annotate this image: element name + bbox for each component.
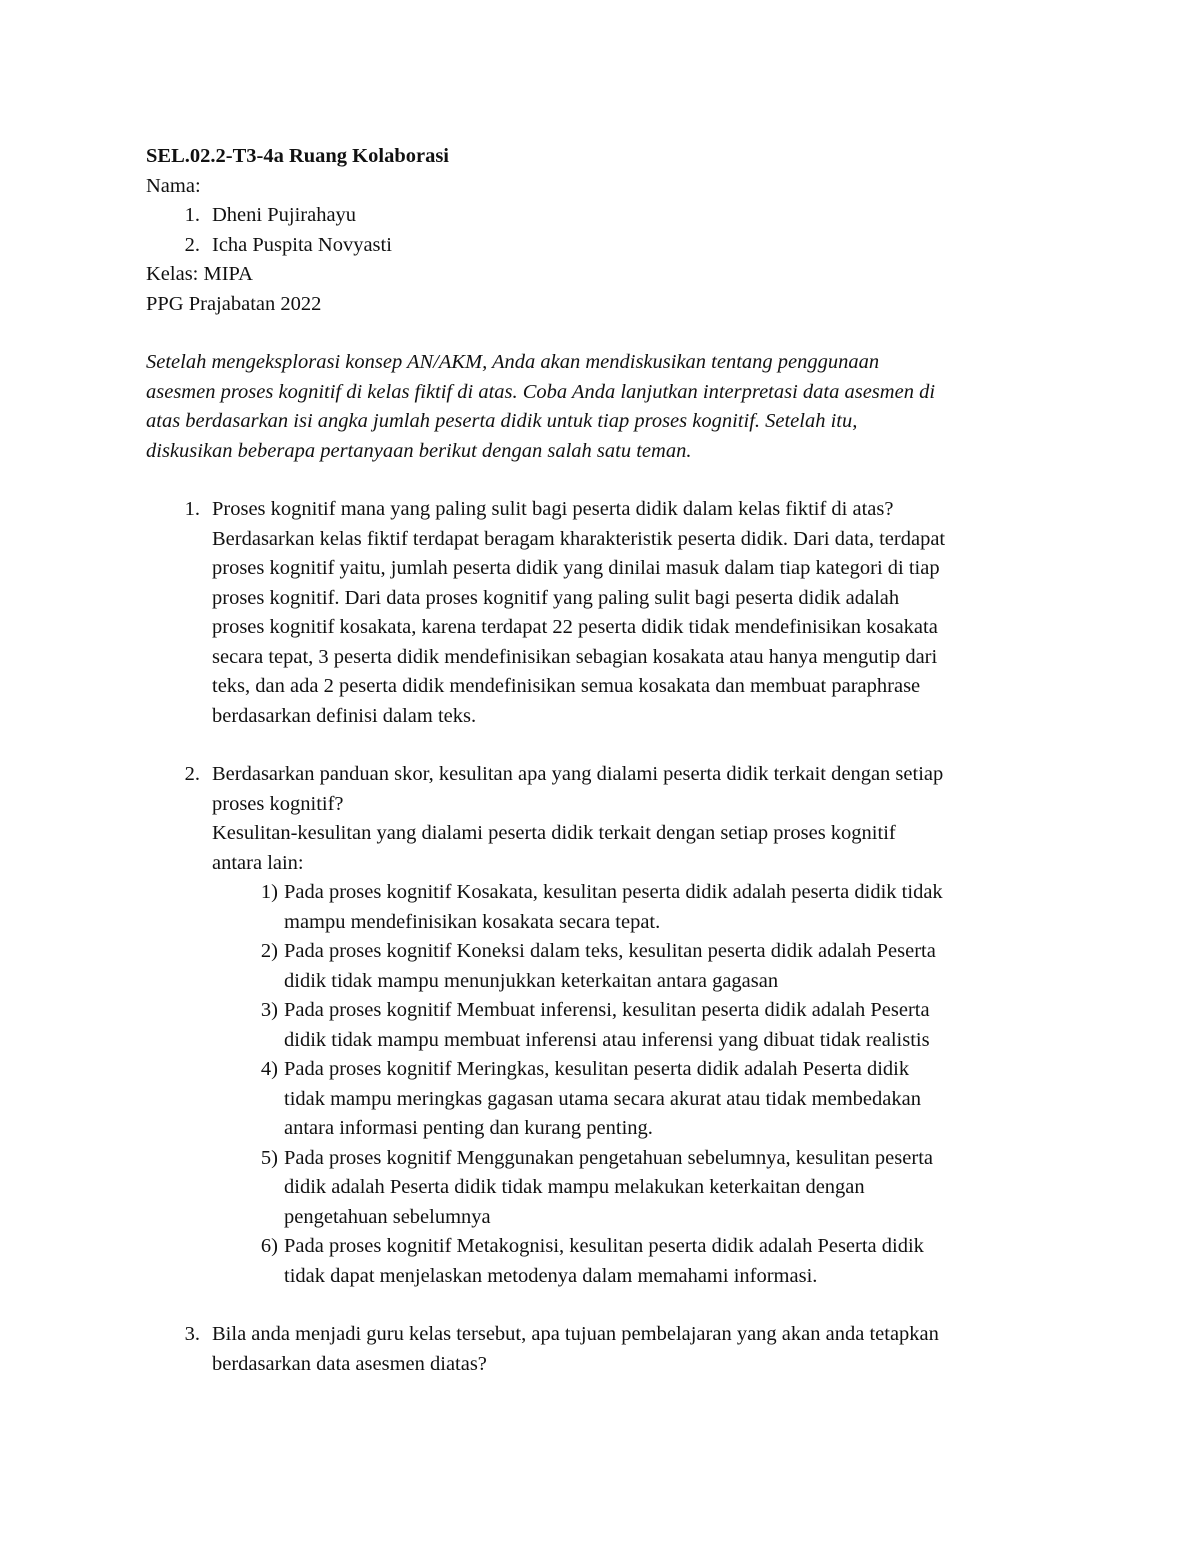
question-line: proses kognitif? bbox=[212, 792, 344, 815]
question-line: berdasarkan data asesmen diatas? bbox=[212, 1352, 487, 1375]
difficulty-line: pengetahuan sebelumnya bbox=[284, 1205, 491, 1228]
difficulty-number: 5) bbox=[260, 1146, 278, 1169]
difficulty-line: tidak mampu meringkas gagasan utama secara akurat atau tidak membedakan bbox=[284, 1087, 921, 1110]
question-item-3 bbox=[146, 1320, 1066, 1379]
difficulty-item bbox=[212, 937, 1066, 996]
difficulty-line: didik adalah Peserta didik tidak mampu melakukan keterkaitan dengan bbox=[284, 1176, 865, 1198]
question-number: 3. bbox=[184, 1323, 200, 1345]
intro-line: asesmen proses kognitif di kelas fiktif di atas. Coba Anda lanjutkan interpretasi data asesmen di bbox=[146, 380, 936, 403]
answer-line: secara tepat, 3 peserta didik mendefinisikan sebagian kosakata atau hanya mengutip dari bbox=[212, 645, 938, 668]
question-item-1 bbox=[146, 495, 1066, 731]
question-number: 2. bbox=[184, 763, 200, 785]
nama-label: Nama: bbox=[146, 174, 201, 197]
name-list bbox=[146, 201, 1066, 260]
intro-line: atas berdasarkan isi angka jumlah peserta didik untuk tiap proses kognitif. Setelah itu, bbox=[146, 410, 858, 432]
name-text: Dheni Pujirahayu bbox=[212, 204, 357, 226]
question-line: Berdasarkan panduan skor, kesulitan apa yang dialami peserta didik terkait dengan setiap bbox=[212, 763, 944, 785]
question-item-2 bbox=[146, 760, 1066, 1291]
difficulty-line: mampu mendefinisikan kosakata secara tepat. bbox=[284, 910, 661, 933]
document-title: SEL.02.2-T3-4a Ruang Kolaborasi bbox=[146, 145, 449, 167]
answer-line: Kesulitan-kesulitan yang dialami peserta didik terkait dengan setiap proses kognitif bbox=[212, 822, 896, 844]
kelas-line: Kelas: MIPA bbox=[146, 263, 253, 285]
answer-line: Berdasarkan kelas fiktif terdapat beragam kharakteristik peserta didik. Dari data, terdapat bbox=[212, 527, 946, 550]
difficulty-item bbox=[212, 996, 1066, 1055]
difficulty-line: Pada proses kognitif Menggunakan pengetahuan sebelumnya, kesulitan peserta bbox=[284, 1146, 933, 1169]
question-list bbox=[146, 495, 1066, 1379]
difficulty-line: Pada proses kognitif Koneksi dalam teks, kesulitan peserta didik adalah Peserta bbox=[284, 940, 936, 962]
difficulty-number: 6) bbox=[260, 1235, 278, 1257]
document-page bbox=[146, 142, 1066, 1408]
difficulty-number: 4) bbox=[260, 1058, 278, 1080]
difficulty-item bbox=[212, 1055, 1066, 1144]
name-text: Icha Puspita Novyasti bbox=[212, 233, 392, 256]
answer-line: antara lain: bbox=[212, 851, 304, 874]
difficulty-line: didik tidak mampu menunjukkan keterkaitan antara gagasan bbox=[284, 969, 779, 992]
intro-line: Setelah mengeksplorasi konsep AN/AKM, Anda akan mendiskusikan tentang penggunaan bbox=[146, 351, 880, 373]
answer-line: proses kognitif. Dari data proses kognitif yang paling sulit bagi peserta didik adalah bbox=[212, 586, 900, 609]
difficulty-number: 3) bbox=[260, 999, 278, 1021]
intro-line: diskusikan beberapa pertanyaan berikut dengan salah satu teman. bbox=[146, 439, 692, 462]
difficulty-list bbox=[212, 878, 1066, 1291]
difficulty-line: Pada proses kognitif Kosakata, kesulitan peserta didik adalah peserta didik tidak bbox=[284, 881, 943, 903]
difficulty-line: Pada proses kognitif Membuat inferensi, kesulitan peserta didik adalah Peserta bbox=[284, 999, 930, 1021]
answer-line: proses kognitif yaitu, jumlah peserta didik yang dinilai masuk dalam tiap kategori di tiap bbox=[212, 557, 940, 579]
name-number: 1. bbox=[184, 204, 200, 226]
question-number: 1. bbox=[184, 498, 200, 520]
difficulty-line: Pada proses kognitif Meringkas, kesulitan peserta didik adalah Peserta didik bbox=[284, 1058, 910, 1080]
difficulty-line: antara informasi penting dan kurang penting. bbox=[284, 1117, 653, 1139]
question-line: Bila anda menjadi guru kelas tersebut, apa tujuan pembelajaran yang akan anda tetapkan bbox=[212, 1323, 939, 1345]
name-item bbox=[146, 201, 1066, 231]
answer-line: proses kognitif kosakata, karena terdapat 22 peserta didik tidak mendefinisikan kosakata bbox=[212, 616, 938, 638]
difficulty-number: 2) bbox=[260, 940, 278, 962]
difficulty-number: 1) bbox=[260, 881, 278, 903]
difficulty-item bbox=[212, 1232, 1066, 1291]
intro-paragraph bbox=[146, 348, 1066, 466]
document-header bbox=[146, 142, 1066, 319]
difficulty-line: tidak dapat menjelaskan metodenya dalam memahami informasi. bbox=[284, 1264, 818, 1287]
name-item bbox=[146, 231, 1066, 261]
answer-line: berdasarkan definisi dalam teks. bbox=[212, 704, 477, 727]
program-line: PPG Prajabatan 2022 bbox=[146, 292, 322, 315]
question-line: Proses kognitif mana yang paling sulit bagi peserta didik dalam kelas fiktif di atas? bbox=[212, 498, 894, 520]
difficulty-line: didik tidak mampu membuat inferensi atau inferensi yang dibuat tidak realistis bbox=[284, 1028, 930, 1051]
name-number: 2. bbox=[184, 233, 200, 256]
difficulty-item bbox=[212, 878, 1066, 937]
difficulty-line: Pada proses kognitif Metakognisi, kesulitan peserta didik adalah Peserta didik bbox=[284, 1235, 924, 1257]
answer-line: teks, dan ada 2 peserta didik mendefinisikan semua kosakata dan membuat paraphrase bbox=[212, 675, 921, 697]
difficulty-item bbox=[212, 1144, 1066, 1233]
